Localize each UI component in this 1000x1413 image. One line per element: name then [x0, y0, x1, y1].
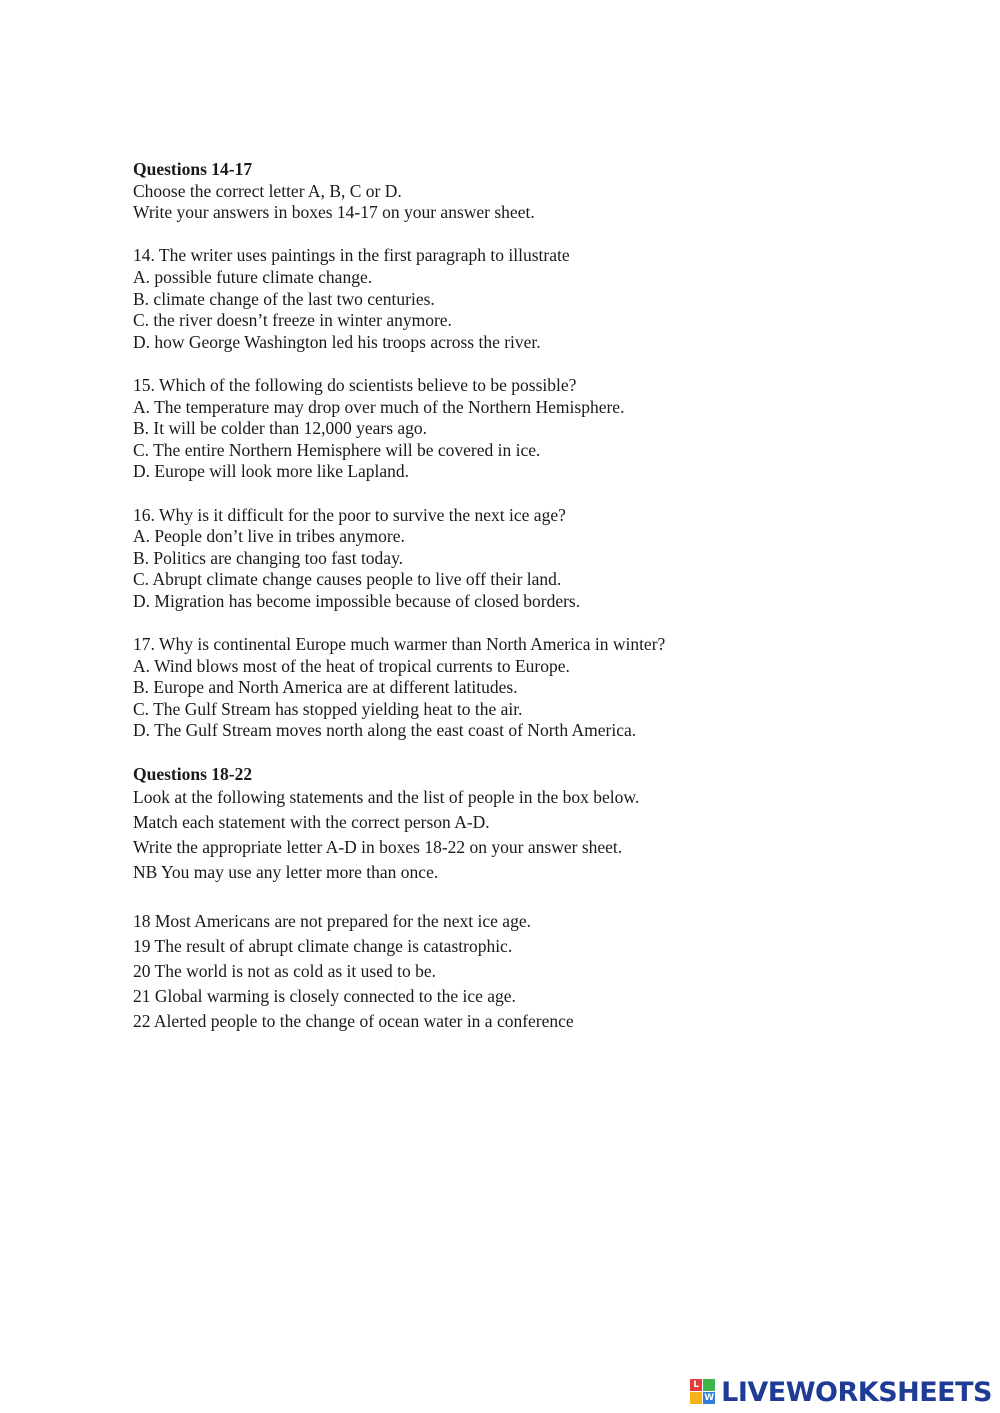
instruction-line: NB You may use any letter more than once. — [133, 861, 439, 882]
matching-instructions — [133, 785, 953, 884]
answer-option: D. Europe will look more like Lapland. — [133, 461, 410, 482]
answer-option: C. The entire Northern Hemisphere will be covered in ice. — [133, 439, 541, 460]
matching-statements — [133, 909, 953, 1033]
worksheet-page — [133, 159, 953, 1033]
answer-option: A. The temperature may drop over much of the Northern Hemisphere. — [133, 396, 625, 417]
liveworksheets-logo[interactable] — [690, 1377, 992, 1407]
statement-19: 19 The result of abrupt climate change is catastrophic. — [133, 936, 513, 957]
instruction-line: Match each statement with the correct person A-D. — [133, 812, 490, 833]
instruction-line: Write the appropriate letter A-D in boxes 18-22 on your answer sheet. — [133, 836, 623, 857]
question-stem: 14. The writer uses paintings in the first paragraph to illustrate — [133, 245, 570, 266]
statement-22: 22 Alerted people to the change of ocean water in a conference — [133, 1010, 574, 1031]
question-14 — [133, 245, 953, 353]
answer-option: A. Wind blows most of the heat of tropical currents to Europe. — [133, 655, 570, 676]
question-16 — [133, 505, 953, 613]
answer-option: B. climate change of the last two centuries. — [133, 288, 435, 309]
answer-option: A. People don’t live in tribes anymore. — [133, 526, 405, 547]
answer-option: D. how George Washington led his troops across the river. — [133, 331, 541, 352]
answer-option: C. Abrupt climate change causes people to live off their land. — [133, 569, 562, 590]
question-stem: 17. Why is continental Europe much warmer than North America in winter? — [133, 634, 666, 655]
logo-mark-icon — [690, 1379, 718, 1405]
logo-block: W — [704, 1393, 715, 1403]
answer-option: D. The Gulf Stream moves north along the east coast of North America. — [133, 720, 637, 741]
statement-21: 21 Global warming is closely connected to the ice age. — [133, 985, 516, 1006]
answer-option: B. Europe and North America are at different latitudes. — [133, 677, 518, 698]
statement-18: 18 Most Americans are not prepared for the next ice age. — [133, 911, 531, 932]
statement-20: 20 The world is not as cold as it used to be. — [133, 961, 436, 981]
answer-option: C. The Gulf Stream has stopped yielding heat to the air. — [133, 698, 523, 719]
logo-block — [690, 1392, 702, 1404]
logo-block: L — [690, 1379, 702, 1391]
instruction-line: Choose the correct letter A, B, C or D. — [133, 180, 402, 201]
section-heading: Questions 14-17 — [133, 159, 253, 179]
question-stem: 15. Which of the following do scientists believe to be possible? — [133, 374, 577, 395]
question-17 — [133, 634, 953, 742]
section-heading: Questions 18-22 — [133, 763, 253, 784]
answer-option: C. the river doesn’t freeze in winter anymore. — [133, 310, 452, 331]
question-stem: 16. Why is it difficult for the poor to survive the next ice age? — [133, 504, 566, 525]
logo-wordmark: LIVEWORKSHEETS — [721, 1376, 992, 1408]
answer-option: A. possible future climate change. — [133, 266, 373, 287]
answer-option: D. Migration has become impossible because of closed borders. — [133, 590, 581, 611]
instruction-line: Look at the following statements and the list of people in the box below. — [133, 787, 640, 808]
answer-option: B. Politics are changing too fast today. — [133, 547, 404, 568]
instruction-line: Write your answers in boxes 14-17 on your answer sheet. — [133, 202, 535, 223]
answer-option: B. It will be colder than 12,000 years ago. — [133, 418, 428, 439]
logo-block — [703, 1379, 715, 1391]
question-15 — [133, 375, 953, 483]
